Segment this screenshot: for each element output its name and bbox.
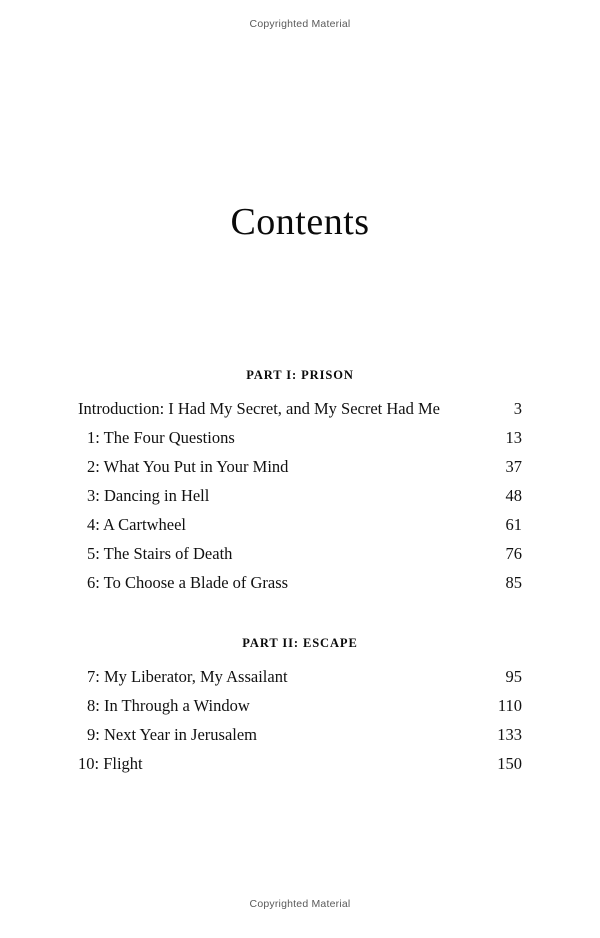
toc-entry[interactable] [78,430,522,447]
toc-entry[interactable] [78,724,522,744]
toc-entry[interactable] [78,488,522,505]
toc-entry[interactable] [78,517,522,534]
copyright-watermark-top: Copyrighted Material [249,18,351,30]
toc-entry-label: 9: Next Year in Jerusalem [87,724,258,744]
toc-entry[interactable] [78,401,522,418]
toc-entry-label: 8: In Through a Window [87,695,250,715]
toc-entry[interactable] [78,575,522,592]
toc-entry-page: 3 [513,399,522,418]
toc-entry[interactable] [78,753,522,773]
toc-entry-label: 2: What You Put in Your Mind [87,457,289,476]
toc-entry-page: 133 [497,724,522,744]
toc-entry[interactable] [78,546,522,563]
toc-entry[interactable] [78,459,522,476]
toc-entry-page: 95 [505,666,522,686]
toc-entry-label: Introduction: I Had My Secret, and My Secret Had Me [78,399,440,418]
table-of-contents [78,368,522,785]
toc-entry-label: 4: A Cartwheel [87,515,186,534]
part-heading-2: PART II: ESCAPE [242,635,358,650]
toc-entry-label: 6: To Choose a Blade of Grass [87,573,289,592]
toc-entry[interactable] [78,695,522,715]
toc-entry-label: 10: Flight [78,753,143,773]
toc-entry-label: 3: Dancing in Hell [87,486,210,505]
toc-entry-page: 48 [505,486,522,505]
toc-entry-label: 1: The Four Questions [87,428,235,447]
toc-entry-label: 5: The Stairs of Death [87,544,233,563]
toc-entry-page: 110 [497,695,522,715]
toc-entry-page: 150 [497,753,522,773]
toc-entry-page: 85 [505,573,522,592]
toc-entry-page: 13 [505,428,522,447]
copyright-watermark-bottom: Copyrighted Material [249,898,351,910]
page-title: Contents [230,201,370,243]
part-heading-1: PART I: PRISON [246,368,354,382]
toc-entry-page: 61 [505,515,522,534]
toc-entry[interactable] [78,666,522,686]
toc-entry-label: 7: My Liberator, My Assailant [87,666,288,686]
toc-entry-page: 76 [505,544,522,563]
toc-entry-page: 37 [505,457,522,476]
